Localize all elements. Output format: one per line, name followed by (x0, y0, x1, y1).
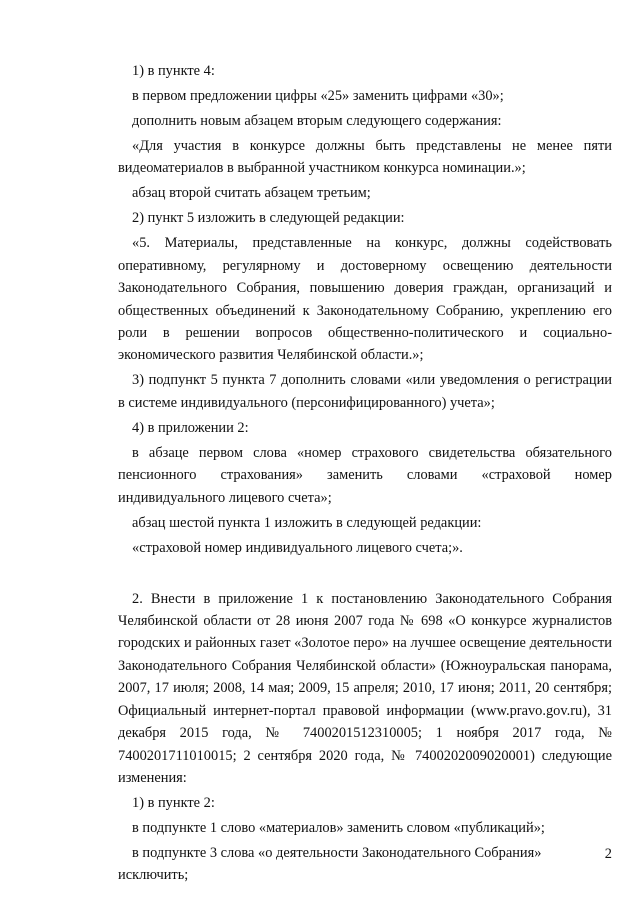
paragraph: «страховой номер индивидуального лицевого счета;». (132, 539, 463, 556)
paragraph: 3) подпункт 5 пункта 7 дополнить словами «или уведомления о регистрации в системе индивидуального (персонифицированного) учета»; (118, 372, 612, 411)
paragraph: дополнить новым абзацем вторым следующего содержания: (132, 113, 502, 129)
paragraph: в абзаце первом слова «номер страхового свидетельства обязательного пенсионного страхования» заменить словами «страховой номер индивидуального лицевого счета»; (118, 444, 612, 506)
paragraph: 1) в пункте 4: (132, 63, 215, 79)
paragraph: в первом предложении цифры «25» заменить цифрами «30»; (132, 88, 504, 104)
section-gap (118, 562, 612, 588)
paragraph: абзац шестой пункта 1 изложить в следующей редакции: (132, 514, 482, 531)
paragraph: в подпункте 3 слова «о деятельности Законодательного Собрания» исключить; (118, 844, 542, 884)
page-number: 2 (604, 846, 612, 862)
paragraph: «Для участия в конкурсе должны быть представлены не менее пяти видеоматериалов в выбранной участником конкурса номинации.»; (118, 138, 612, 177)
paragraph: 2) пункт 5 изложить в следующей редакции: (132, 210, 405, 227)
paragraph: 1) в пункте 2: (132, 794, 215, 811)
paragraph: в подпункте 1 слово «материалов» заменить словом «публикаций»; (132, 819, 545, 836)
document-body (118, 60, 612, 889)
paragraph: «5. Материалы, представленные на конкурс, должны содействовать оперативному, регулярному и достоверному освещению деятельности Законодательного Собрания, повышению доверия граждан, организаций и общественных объединений к Законодательному Собранию, укреплению его роли в решении вопросов общественно-политического и социально-экономического развития Челябинской области.»; (118, 235, 612, 364)
paragraph: 2. Внести в приложение 1 к постановлению Законодательного Собрания Челябинской области от 28 июня 2007 года № 698 «О конкурсе журналистов городских и районных газет «Золотое перо» на лучшее освещение деятельности Законодательного Собрания Челябинской области» (Южноуральская панорама, 2007, 17 июля; 2008, 14 мая; 2009, 15 апреля; 2010, 17 июня; 2011, 20 сентября; Официальный интернет-портал правовой информации (www.pravo.gov.ru), 31 декабря 2015 года, № 7400201512310005; 1 ноября 2017 года, № 7400201711010015; 2 сентября 2020 года, № 7400202009020001) следующие изменения: (118, 590, 612, 786)
paragraph: 4) в приложении 2: (132, 419, 249, 436)
paragraph: абзац второй считать абзацем третьим; (132, 185, 371, 202)
